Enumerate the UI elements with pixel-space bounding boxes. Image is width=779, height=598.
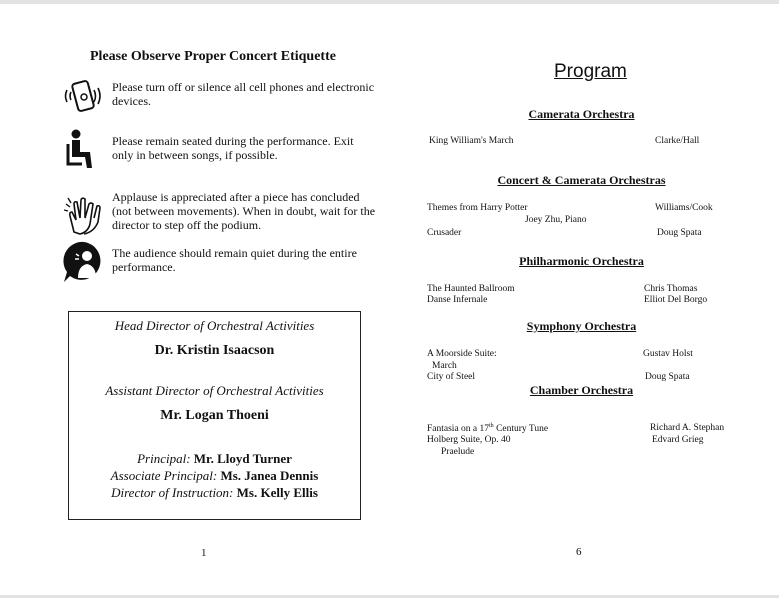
right-page bbox=[400, 0, 779, 598]
piece-title: Danse Infernale bbox=[427, 295, 488, 305]
rule-text-phones: Please turn off or silence all cell phones and electronic devices. bbox=[112, 80, 375, 108]
piece-title-part: Fantasia on a 17 bbox=[427, 424, 490, 435]
piece-composer: Gustav Holst bbox=[643, 349, 693, 359]
piece-title: The Haunted Ballroom bbox=[427, 284, 515, 294]
page-number-left: 1 bbox=[201, 547, 207, 559]
piece-movement: Praelude bbox=[441, 447, 475, 457]
piece-title: A Moorside Suite: bbox=[427, 349, 497, 359]
piece-movement: March bbox=[432, 361, 457, 371]
piece-soloist: Joey Zhu, Piano bbox=[525, 215, 587, 225]
clapping-hands-icon bbox=[62, 194, 106, 238]
piece-title: City of Steel bbox=[427, 372, 476, 382]
staff-name: Mr. Lloyd Turner bbox=[193, 451, 292, 466]
staff-line bbox=[69, 467, 360, 484]
piece-composer: Williams/Cook bbox=[655, 203, 713, 213]
piece-composer: Clarke/Hall bbox=[655, 136, 700, 146]
piece-title: Themes from Harry Potter bbox=[427, 203, 528, 213]
piece-title bbox=[427, 423, 548, 434]
section-heading-concert-camerata: Concert & Camerata Orchestras bbox=[497, 173, 666, 187]
staff-role: Associate Principal: bbox=[110, 468, 218, 483]
staff-role: Director of Instruction: bbox=[111, 485, 234, 500]
piece-title-part: Century Tune bbox=[493, 424, 549, 435]
rule-text-applause: Applause is appreciated after a piece has concluded (not between movements). When in doubt, wait for the director to step off the podium. bbox=[112, 190, 376, 232]
piece-composer: Chris Thomas bbox=[644, 284, 698, 294]
program-title: Program bbox=[554, 61, 627, 82]
section-heading-camerata: Camerata Orchestra bbox=[528, 107, 635, 121]
assistant-director-role: Assistant Director of Orchestral Activities bbox=[105, 383, 324, 398]
staff-line bbox=[69, 484, 360, 501]
piece-composer: Richard A. Stephan bbox=[650, 423, 725, 433]
staff-list bbox=[69, 450, 360, 501]
head-director-name: Dr. Kristin Isaacson bbox=[154, 343, 275, 358]
staff-name: Ms. Janea Dennis bbox=[220, 468, 319, 483]
piece-composer: Doug Spata bbox=[657, 228, 702, 238]
assistant-director-name: Mr. Logan Thoeni bbox=[160, 408, 269, 423]
directors-box bbox=[68, 311, 361, 520]
rule-text-quiet: The audience should remain quiet during the entire performance. bbox=[112, 246, 357, 274]
section-heading-symphony: Symphony Orchestra bbox=[526, 319, 637, 333]
etiquette-title: Please Observe Proper Concert Etiquette bbox=[90, 49, 336, 64]
piece-title: Crusader bbox=[427, 228, 462, 238]
staff-line bbox=[69, 450, 360, 467]
piece-title: Holberg Suite, Op. 40 bbox=[427, 435, 511, 445]
section-heading-chamber: Chamber Orchestra bbox=[529, 383, 634, 397]
rule-text-seated: Please remain seated during the performance. Exit only in between songs, if possible. bbox=[112, 134, 354, 162]
seated-person-icon bbox=[62, 128, 106, 172]
piece-composer: Elliot Del Borgo bbox=[644, 295, 708, 305]
piece-title: King William's March bbox=[429, 136, 514, 146]
piece-title-ordinal: th bbox=[489, 423, 494, 429]
piece-composer: Edvard Grieg bbox=[652, 435, 704, 445]
page-number-right: 6 bbox=[576, 546, 582, 558]
staff-name: Ms. Kelly Ellis bbox=[236, 485, 318, 500]
piece-composer: Doug Spata bbox=[645, 372, 690, 382]
head-director-role: Head Director of Orchestral Activities bbox=[114, 318, 315, 333]
quiet-speech-icon bbox=[62, 240, 106, 284]
staff-role: Principal: bbox=[137, 451, 191, 466]
cell-phone-silence-icon bbox=[62, 76, 106, 120]
section-heading-philharmonic: Philharmonic Orchestra bbox=[519, 254, 644, 268]
